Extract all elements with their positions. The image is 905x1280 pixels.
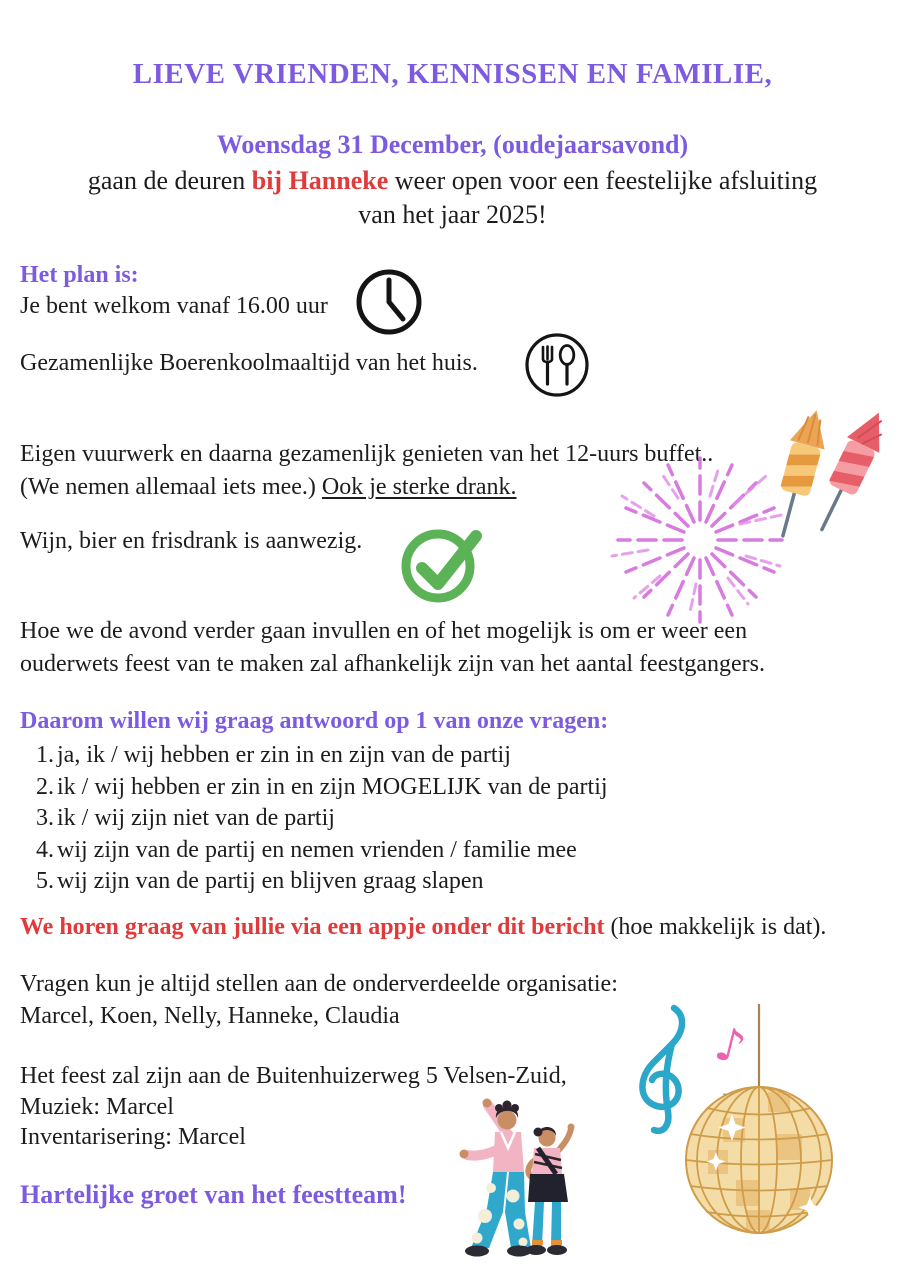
rsvp-option-3 — [36, 803, 608, 835]
rsvp-options-list — [36, 740, 608, 898]
option-text: ik / wij hebben er zin in en zijn MOGELIJK van de partij — [57, 773, 608, 800]
option-number: 1. — [36, 742, 54, 768]
music-line: Muziek: Marcel — [20, 1094, 174, 1120]
option-number: 4. — [36, 836, 54, 863]
intro-line-2: van het jaar 2025! — [358, 200, 547, 229]
rsvp-option-1 — [36, 740, 608, 772]
reply-highlight: We horen graag van jullie via een appje onder dit bericht — [20, 914, 605, 940]
treble-clef-icon — [642, 1008, 682, 1131]
option-number: 3. — [36, 805, 54, 831]
rockets-illustration — [752, 402, 905, 542]
check-icon — [396, 518, 484, 606]
dancer-woman — [526, 1124, 575, 1256]
option-text: wij zijn van de partij en blijven graag slapen — [57, 868, 484, 894]
location-line: Het feest zal zijn aan de Buitenhuizerweg 5 Velsen-Zuid, — [20, 1063, 567, 1089]
rsvp-heading: Daarom willen wij graag antwoord op 1 van onze vragen: — [20, 708, 609, 734]
disco-ball-illustration — [628, 1000, 878, 1242]
intro-before: gaan de deuren — [87, 166, 252, 195]
bring-line — [20, 474, 517, 501]
option-text: wij zijn van de partij en nemen vrienden / familie mee — [57, 836, 577, 863]
bring-before: (We nemen allemaal iets mee.) — [20, 474, 322, 500]
welcome-text: Je bent welkom vanaf 16.00 uur — [20, 293, 328, 319]
bring-underlined: Ook je sterke drank. — [321, 474, 517, 500]
cutlery-icon — [524, 332, 590, 398]
option-number: 5. — [36, 868, 54, 894]
intro-after: weer open voor een feestelijke afsluiting — [388, 166, 818, 195]
meal-text: Gezamenlijke Boerenkoolmaaltijd van het huis. — [20, 350, 478, 376]
rsvp-option-2 — [36, 772, 608, 804]
rsvp-option-5 — [36, 866, 608, 898]
closing-line: Hartelijke groet van het feestteam! — [20, 1180, 407, 1209]
organisation-line: Vragen kun je altijd stellen aan de onderverdeelde organisatie: — [20, 971, 618, 997]
intro-highlight-hanneke: bij Hanneke — [251, 166, 389, 195]
page-title: LIEVE VRIENDEN, KENNISSEN EN FAMILIE, — [132, 58, 773, 90]
date-line: Woensdag 31 December, (oudejaarsavond) — [216, 130, 689, 159]
clock-icon — [353, 266, 425, 338]
intro-line-1 — [0, 166, 905, 196]
dancer-man — [460, 1099, 532, 1257]
rsvp-option-4 — [36, 835, 608, 867]
buffet-line: Eigen vuurwerk en daarna gezamenlijk genieten van het 12-uurs buffet.. — [20, 441, 714, 467]
option-text: ik / wij zijn niet van de partij — [57, 805, 335, 831]
inventory-line: Inventarisering: Marcel — [20, 1124, 246, 1150]
drinks-text: Wijn, bier en frisdrank is aanwezig. — [20, 528, 363, 554]
details-line-2: ouderwets feest van te maken zal afhankelijk zijn van het aantal feestgangers. — [20, 651, 766, 677]
reply-rest: (hoe makkelijk is dat). — [604, 914, 827, 940]
option-text: ja, ik / wij hebben er zin in en zijn van de partij — [57, 742, 511, 768]
reply-line — [20, 914, 826, 941]
details-line-1: Hoe we de avond verder gaan invullen en of het mogelijk is om er weer een — [20, 618, 748, 644]
dancers-illustration — [443, 1096, 583, 1264]
pink-note-icon: ♪ — [709, 1015, 752, 1076]
plan-heading: Het plan is: — [20, 262, 139, 288]
orange-rocket — [766, 406, 834, 541]
option-number: 2. — [36, 773, 54, 800]
organisation-names: Marcel, Koen, Nelly, Hanneke, Claudia — [20, 1003, 400, 1029]
